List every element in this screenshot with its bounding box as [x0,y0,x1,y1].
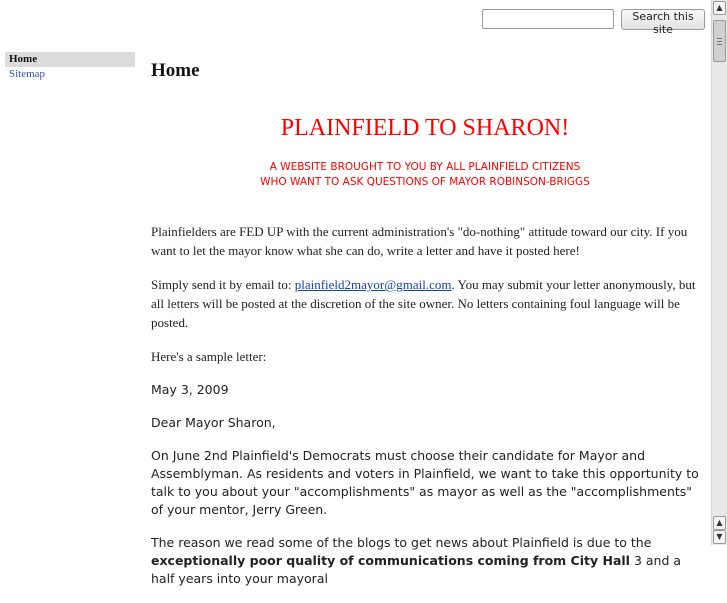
sample-intro: Here's a sample letter: [151,349,267,364]
sidebar-nav [5,52,135,82]
email-prefix: Simply send it by email to: [151,277,295,292]
vertical-scrollbar[interactable] [711,0,727,545]
banner-subtitle-line1: A WEBSITE BROUGHT TO YOU BY ALL PLAINFIELD CITIZENS [269,161,581,173]
banner-subtitle [151,160,699,190]
page-content [151,222,699,603]
scroll-up-icon-bottom[interactable]: ▲ [713,516,726,530]
banner-subtitle-line2: WHO WANT TO ASK QUESTIONS OF MAYOR ROBINSON-BRIGGS [260,176,590,188]
sidebar-item-sitemap[interactable]: Sitemap [9,68,46,80]
search-input[interactable] [482,9,614,29]
letter-greeting: Dear Mayor Sharon, [151,415,276,430]
letter-paragraph-2-start: The reason we read some of the blogs to get news about Plainfield is due to the [151,535,652,550]
letter-paragraph-2 [151,534,699,588]
letter-paragraph-2-end: 3 and a half years into your mayoral [151,553,682,586]
letter-date: May 3, 2009 [151,382,229,397]
page-title: Home [151,60,200,81]
scroll-down-icon[interactable]: ▼ [713,530,726,544]
sidebar-item-home[interactable]: Home [5,52,135,67]
email-link[interactable]: plainfield2mayor@gmail.com [294,277,452,292]
letter-paragraph-1: On June 2nd Plainfield's Democrats must choose their candidate for Mayor and Assemblyman. As residents and voters in Plainfield, we want to take this opportunity to talk to you about your "accomplishments" as mayor as well as the "accomplishments" of your mentor, Jerry Green. [151,448,699,517]
scrollbar-thumb[interactable] [713,20,726,62]
scroll-up-icon[interactable]: ▲ [713,1,726,15]
email-paragraph [151,275,699,332]
search-button[interactable]: Search this site [621,9,705,30]
banner [151,114,699,190]
email-suffix: . You may submit your letter anonymously, but all letters will be posted at the discretion of the site owner. No letters containing foul language will be posted. [151,277,696,330]
banner-title: PLAINFIELD TO SHARON! [280,115,570,141]
intro-paragraph: Plainfielders are FED UP with the current administration's "do-nothing" attitude toward our city. If you want to let the mayor know what she can do, write a letter and have it posted here! [151,224,688,258]
letter-paragraph-2-bold: exceptionally poor quality of communications coming from City Hall [151,553,630,568]
